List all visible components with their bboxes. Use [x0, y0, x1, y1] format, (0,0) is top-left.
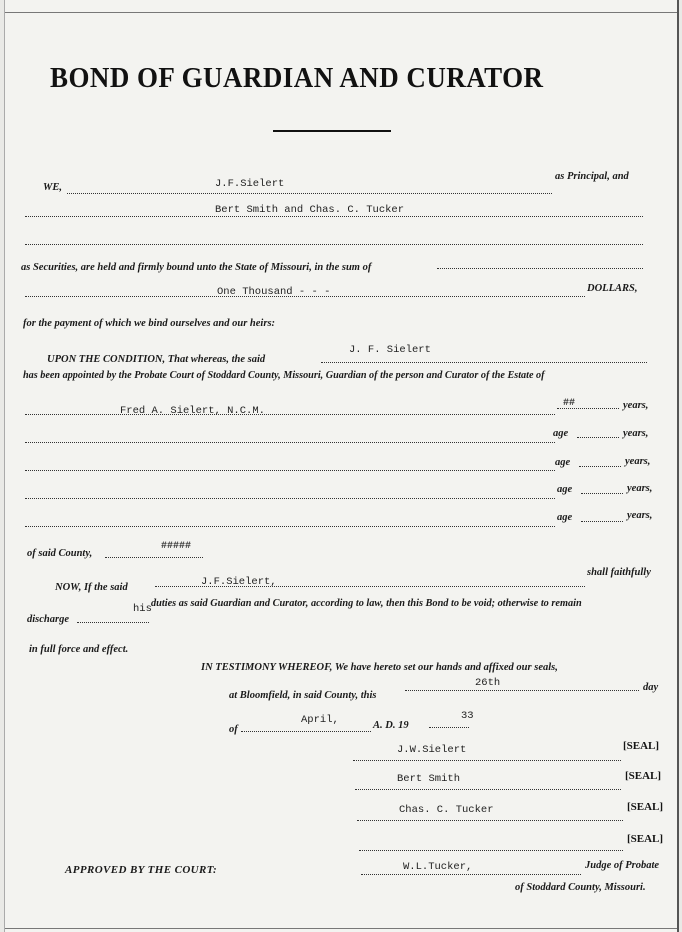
of-stoddard-label: of Stoddard County, Missouri. [515, 882, 646, 893]
age-line-3 [579, 466, 621, 467]
sum-value: One Thousand - - - [217, 286, 331, 298]
payment-label: for the payment of which we bind ourselves and our heirs: [23, 318, 276, 329]
ad-label: A. D. 19 [373, 720, 409, 731]
testimony-label: IN TESTIMONY WHEREOF, We have hereto set our hands and affixed our seals, [201, 662, 558, 673]
signer-2: Bert Smith [397, 773, 461, 785]
now-if-label: NOW, If the said [55, 582, 128, 593]
approved-label: APPROVED BY THE COURT: [65, 864, 218, 876]
shall-faithfully-label: shall faithfully [587, 567, 651, 578]
dollars-label: DOLLARS, [587, 283, 638, 294]
securities-line-1 [25, 216, 643, 217]
discharge-label: discharge [27, 614, 69, 625]
ward-line-5 [25, 526, 555, 527]
year-line [429, 727, 469, 728]
his-value: his [133, 603, 152, 615]
age-label-5: age [557, 512, 573, 523]
ward-value: Fred A. Sielert, N.C.M. [120, 405, 265, 417]
age-label-2: age [553, 428, 569, 439]
title-rule [273, 130, 391, 132]
county-value: ##### [161, 541, 192, 552]
signature-line-3 [357, 820, 623, 821]
signature-line-4 [359, 850, 623, 851]
bottom-border [5, 928, 677, 929]
ward-age-line [557, 408, 619, 409]
upon-condition-label: UPON THE CONDITION, That whereas, the said [47, 354, 266, 365]
as-securities-label: as Securities, are held and firmly bound unto the State of Missouri, in the sum of [21, 262, 372, 273]
now-said-value: J.F.Sielert, [201, 576, 277, 588]
day-value: 26th [475, 677, 501, 689]
discharge-line [77, 622, 149, 623]
month-line [241, 731, 371, 732]
ward-line-2 [25, 442, 555, 443]
of-label: of [229, 724, 238, 735]
securities-line-2 [25, 244, 643, 245]
signer-1: J.W.Sielert [397, 744, 467, 756]
top-border [5, 0, 677, 13]
seal-4: [SEAL] [627, 833, 664, 845]
duties-label: duties as said Guardian and Curator, according to law, then this Bond to be void; otherwise to remain [151, 598, 582, 609]
seal-1: [SEAL] [623, 740, 660, 752]
signature-line-2 [355, 789, 621, 790]
county-line [105, 557, 203, 558]
years-label-2: years, [623, 428, 649, 439]
said-value: J. F. Sielert [349, 344, 431, 356]
said-line [321, 362, 647, 363]
signer-3: Chas. C. Tucker [399, 804, 494, 816]
age-line-4 [581, 493, 623, 494]
ward-line-3 [25, 470, 555, 471]
judge-name: W.L.Tucker, [403, 861, 473, 873]
ward-line-1 [25, 414, 555, 415]
sum-line-a [437, 268, 643, 269]
bond-document [4, 0, 679, 932]
ward-age-value: ## [563, 398, 576, 409]
securities-value: Bert Smith and Chas. C. Tucker [215, 204, 405, 216]
of-said-county-label: of said County, [27, 548, 93, 559]
age-label-4: age [557, 484, 573, 495]
years-label-1: years, [623, 400, 649, 411]
day-line [405, 690, 639, 691]
years-label-3: years, [625, 456, 651, 467]
document-title: BOND OF GUARDIAN AND CURATOR [50, 62, 544, 94]
age-label-3: age [555, 457, 571, 468]
at-bloomfield-label: at Bloomfield, in said County, this [229, 690, 377, 701]
judge-line [361, 874, 581, 875]
ward-line-4 [25, 498, 555, 499]
seal-3: [SEAL] [627, 801, 664, 813]
full-force-label: in full force and effect. [29, 644, 129, 655]
principal-value: J.F.Sielert [215, 178, 285, 190]
years-label-4: years, [627, 483, 653, 494]
seal-2: [SEAL] [625, 770, 662, 782]
age-line-2 [577, 437, 619, 438]
signature-line-1 [353, 760, 621, 761]
years-label-5: years, [627, 510, 653, 521]
month-value: April, [301, 714, 339, 726]
age-line-5 [581, 521, 623, 522]
principal-line [67, 193, 552, 194]
year-value: 33 [461, 710, 474, 722]
appointed-label: has been appointed by the Probate Court of Stoddard County, Missouri, Guardian of the person and Curator of the Estate of [23, 370, 545, 381]
we-label: WE, [43, 182, 62, 193]
as-principal-label: as Principal, and [555, 171, 629, 182]
day-label: day [643, 682, 659, 693]
judge-label: Judge of Probate [585, 860, 660, 871]
